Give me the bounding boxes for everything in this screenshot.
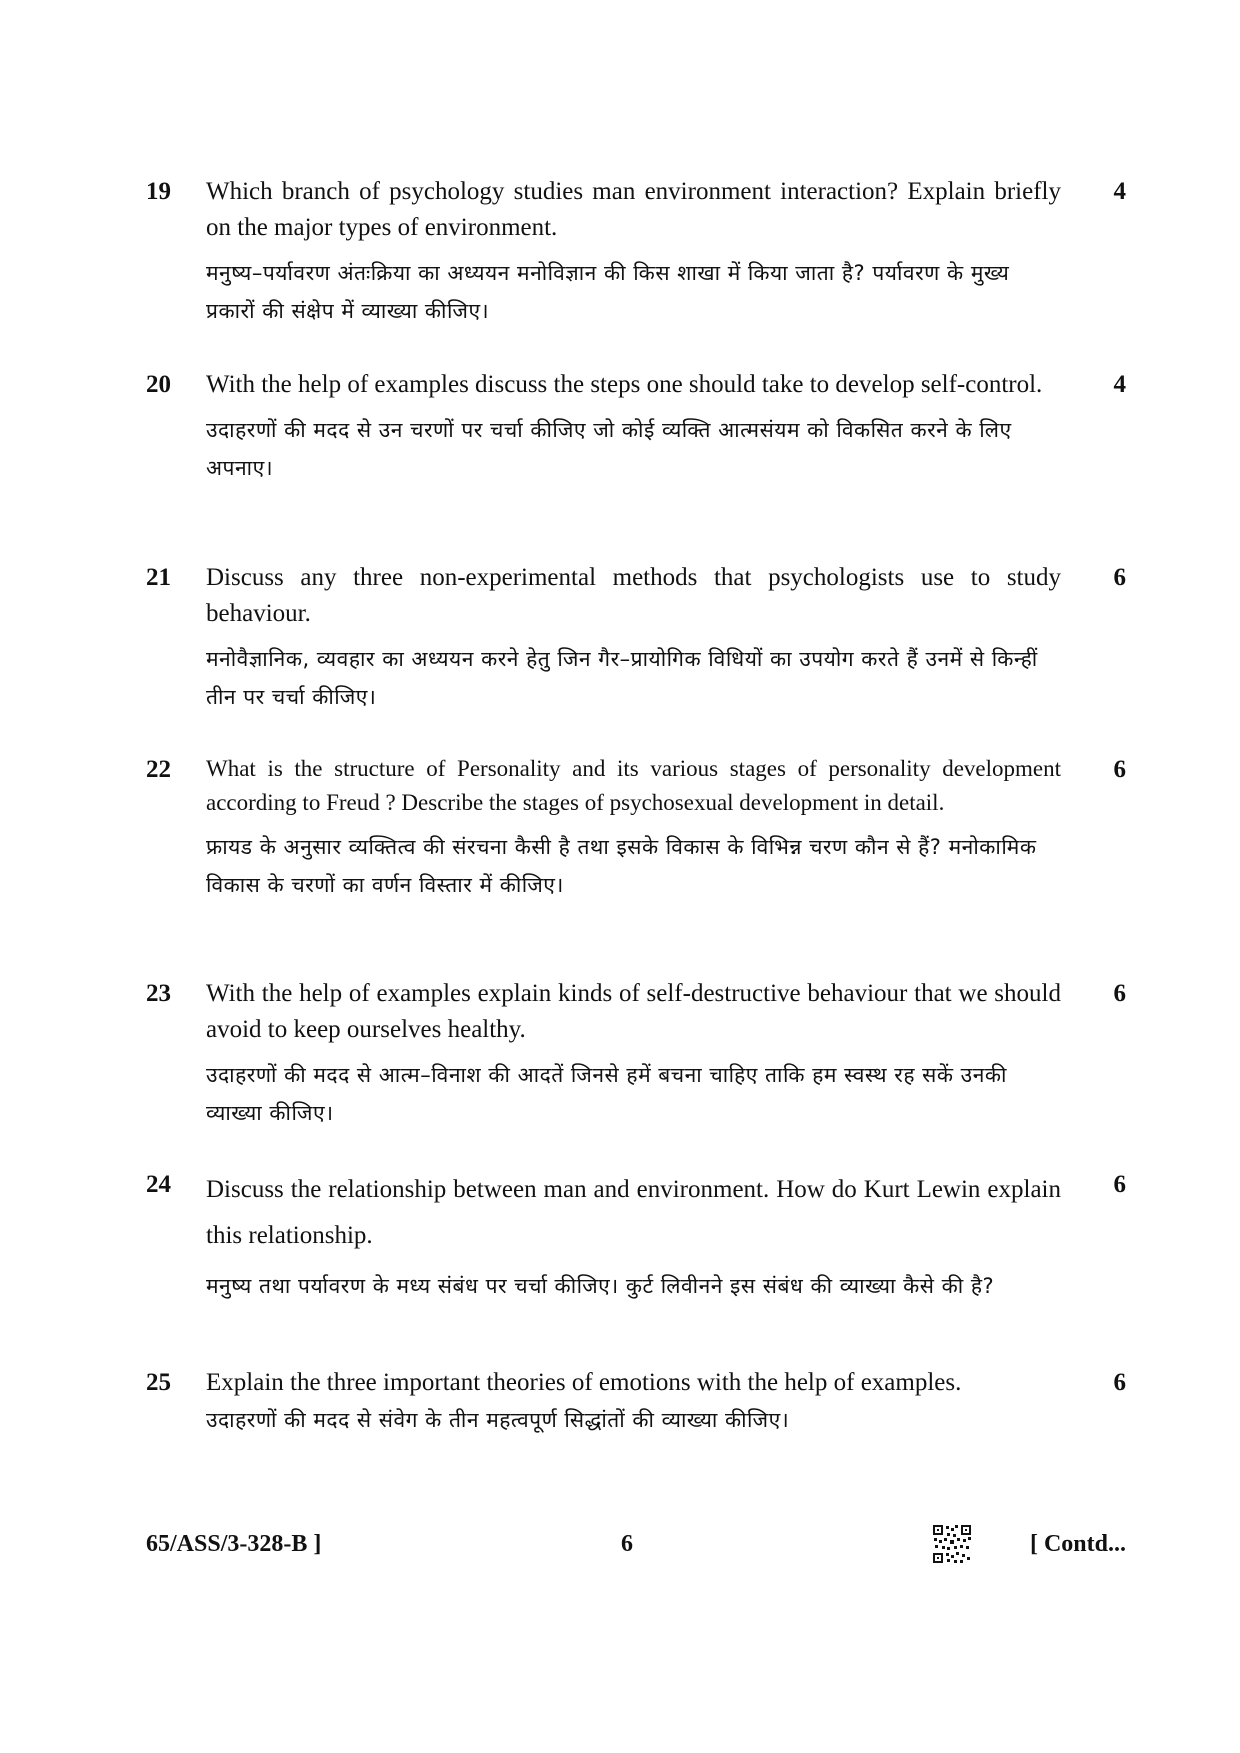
- question-body: [206, 560, 1061, 716]
- question-number: 24: [146, 1171, 171, 1198]
- paper-code: 65/ASS/3-328-B ]: [146, 1531, 322, 1557]
- question-text-english: With the help of examples explain kinds of self-destructive behaviour that we should avoid to keep ourselves healthy.: [206, 980, 1061, 1043]
- question-text-hindi: मनुष्य–पर्यावरण अंतःक्रिया का अध्ययन मनोविज्ञान की किस शाखा में किया जाता है? पर्यावरण के मुख्य प्रकारों की संक्षेप में व्याख्या कीजिए।: [206, 261, 1010, 323]
- question-text-hindi: उदाहरणों की मदद से संवेग के तीन महत्वपूर्ण सिद्धांतों की व्याख्या कीजिए।: [206, 1408, 790, 1432]
- question-marks: 6: [1113, 1369, 1126, 1396]
- question-marks: 4: [1113, 371, 1126, 398]
- question-number: 25: [146, 1369, 171, 1396]
- page-number: 6: [621, 1531, 633, 1557]
- question-marks: 6: [1113, 564, 1126, 591]
- question-text-english: With the help of examples discuss the steps one should take to develop self-control.: [206, 371, 1043, 398]
- question-text-english: Explain the three important theories of emotions with the help of examples.: [206, 1369, 962, 1396]
- question-body: [206, 1167, 1061, 1305]
- question-number: 19: [146, 178, 171, 205]
- question-marks: 4: [1113, 178, 1126, 205]
- question-body: [206, 1365, 1061, 1439]
- question-text-english: What is the structure of Personality and its various stages of personality development according to Freud ? Describe the stages of psychosexual development in detail.: [206, 756, 1061, 815]
- question-text-english: Which branch of psychology studies man environment interaction? Explain briefly on the major types of environment.: [206, 178, 1061, 241]
- page-footer: [146, 1524, 1126, 1564]
- question-marks: 6: [1113, 756, 1126, 783]
- question-text-hindi: फ्रायड के अनुसार व्यक्तित्व की संरचना कैसी है तथा इसके विकास के विभिन्न चरण कौन से हैं? मनोकामिक विकास के चरणों का वर्णन विस्तार में कीजिए।: [206, 835, 1037, 897]
- question-body: [206, 752, 1061, 904]
- question-number: 22: [146, 756, 171, 783]
- question-body: [206, 174, 1061, 330]
- question-text-hindi: मनोवैज्ञानिक, व्यवहार का अध्ययन करने हेतु जिन गैर–प्रायोगिक विधियों का उपयोग करते हैं उनमें से किन्हीं तीन पर चर्चा कीजिए।: [206, 647, 1038, 709]
- question-marks: 6: [1113, 1171, 1126, 1198]
- question-body: [206, 367, 1061, 487]
- question-number: 20: [146, 371, 171, 398]
- question-text-hindi: मनुष्य तथा पर्यावरण के मध्य संबंध पर चर्चा कीजिए। कुर्ट लिवीनने इस संबंध की व्याख्या कैसे की है?: [206, 1274, 995, 1298]
- question-text-english: Discuss any three non-experimental methods that psychologists use to study behaviour.: [206, 564, 1061, 627]
- question-number: 23: [146, 980, 171, 1007]
- question-number: 21: [146, 564, 171, 591]
- question-text-hindi: उदाहरणों की मदद से उन चरणों पर चर्चा कीजिए जो कोई व्यक्ति आत्मसंयम को विकसित करने के लिए अपनाए।: [206, 418, 1012, 480]
- continued-label: [ Contd...: [1029, 1531, 1126, 1557]
- question-marks: 6: [1113, 980, 1126, 1007]
- qr-code-icon: [932, 1524, 972, 1564]
- question-text-hindi: उदाहरणों की मदद से आत्म–विनाश की आदतें जिनसे हमें बचना चाहिए ताकि हम स्वस्थ रह सकें उनकी व्याख्या कीजिए।: [206, 1063, 1007, 1125]
- question-body: [206, 976, 1061, 1132]
- question-text-english: Discuss the relationship between man and environment. How do Kurt Lewin explain this relationship.: [206, 1176, 1061, 1249]
